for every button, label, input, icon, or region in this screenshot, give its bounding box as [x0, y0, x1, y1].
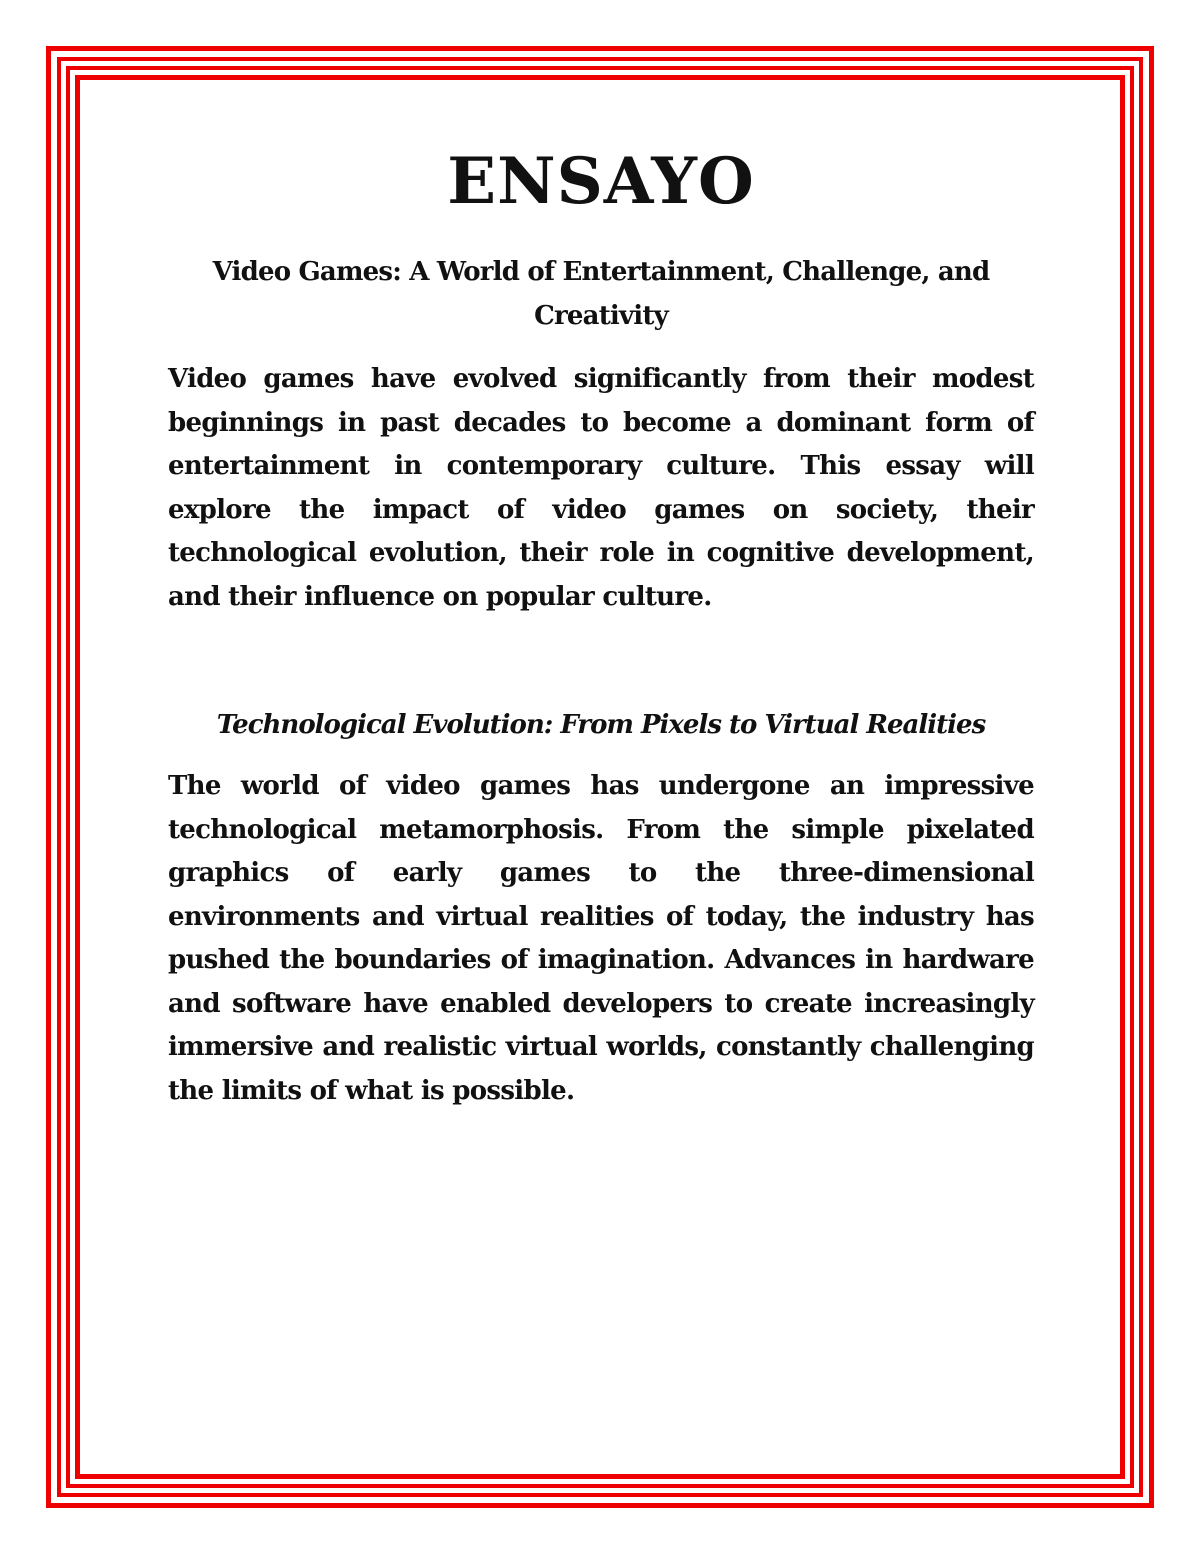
document-body	[168, 140, 1034, 1113]
section-heading: Technological Evolution: From Pixels to Virtual Realities	[216, 710, 986, 740]
intro-paragraph: Video games have evolved significantly from their modest beginnings in past decades to become a dominant form of entertainment in contemporary culture. This essay will explore the impact of video games on society, their technological evolution, their role in cognitive development, and their influence on popular culture.	[168, 364, 1034, 612]
essay-subtitle: Video Games: A World of Entertainment, Challenge, and Creativity	[212, 257, 990, 331]
section-paragraph: The world of video games has undergone an impressive technological metamorphosis. From the simple pixelated graphics of early games to the three-dimensional environments and virtual realities of today, the industry has pushed the boundaries of imagination. Advances in hardware and software have enabled developers to create increasingly immersive and realistic virtual worlds, constantly challenging the limits of what is possible.	[168, 771, 1034, 1106]
document-title: ENSAYO	[447, 144, 755, 219]
